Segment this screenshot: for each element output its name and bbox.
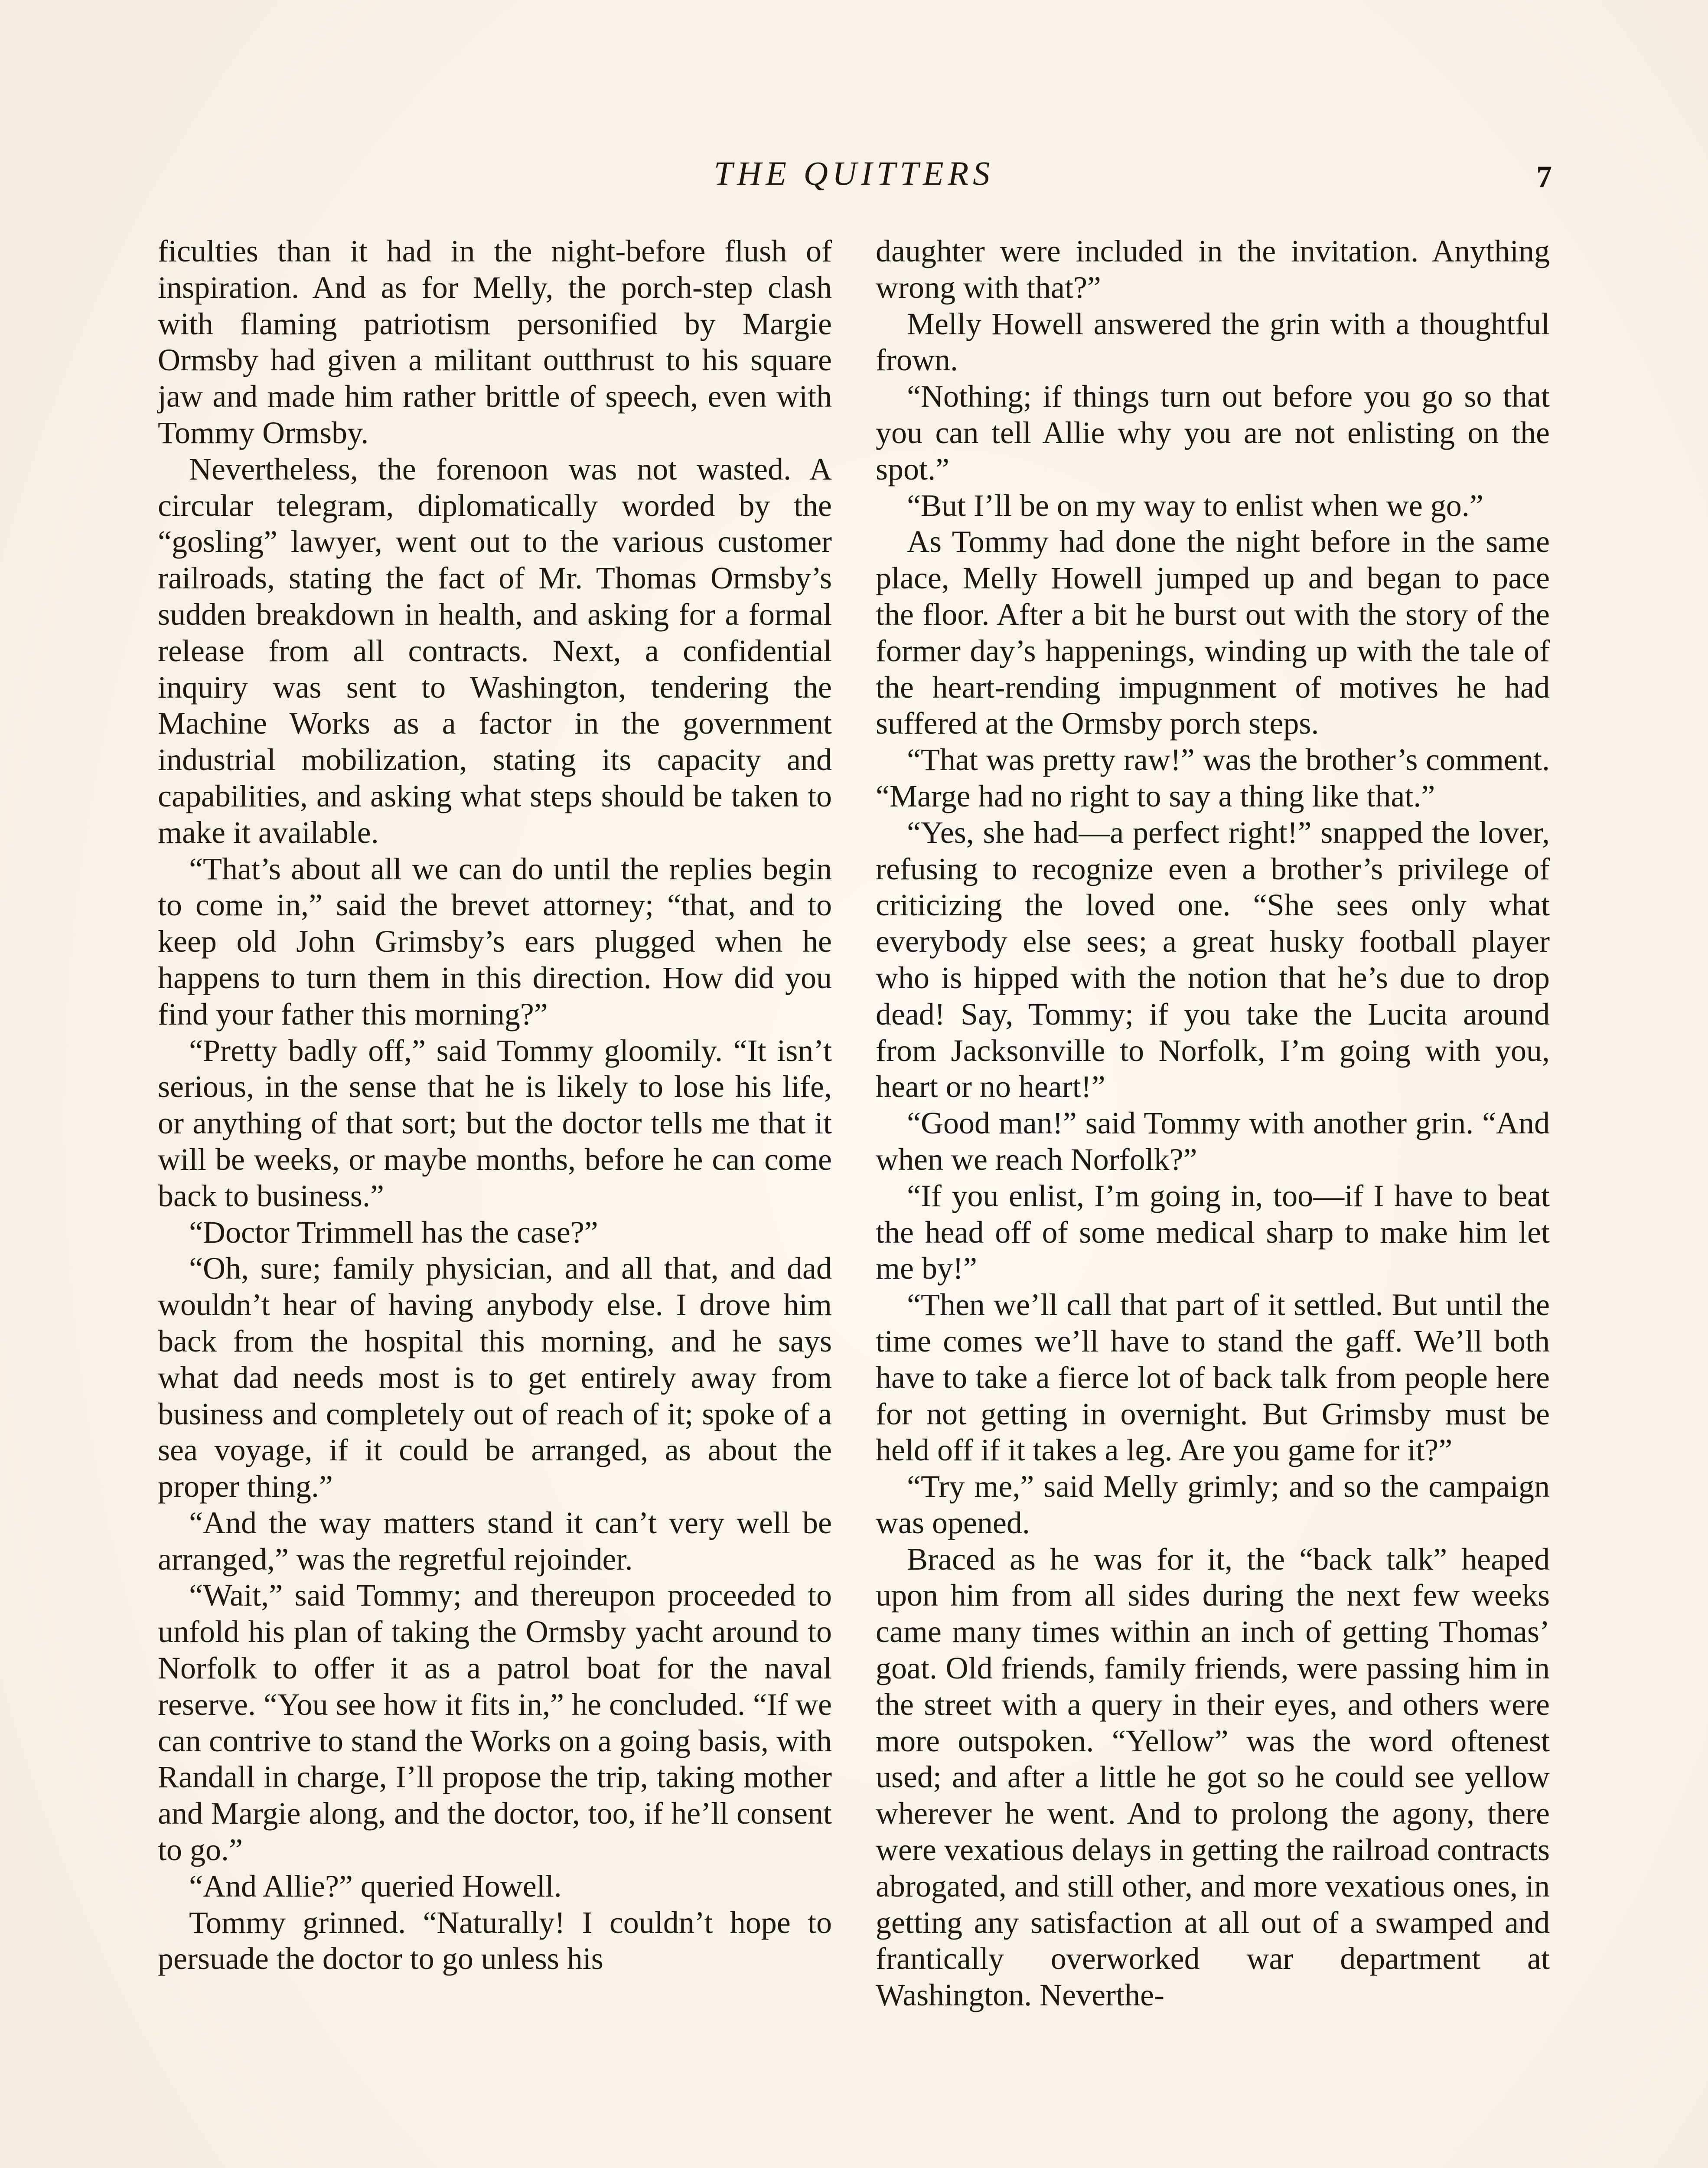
paragraph: “But I’ll be on my way to enlist when we go.” — [907, 488, 1483, 523]
page-title: THE QUITTERS — [714, 154, 994, 192]
paragraph: Braced as he was for it, the “back talk” heaped upon him from all sides during the next few weeks came many times within an inch of getting Thomas’ goat. Old friends, family friends, were passing him in the street with a query in their eyes, and others were more outspoken. “Yellow” was the word oftenest used; and after a little he got so he could see yellow wherever he went. And to prolong the agony, there were vexatious delays in getting the railroad contracts abrogated, and still other, and more vexatious ones, in getting any satisfaction at all out of a swamped and frantically overworked war department at Washington. Neverthe- — [876, 1541, 1550, 2013]
paragraph: “And the way matters stand it can’t very well be arranged,” was the regretful rejoinder. — [158, 1505, 832, 1577]
paragraph: “That’s about all we can do until the replies begin to come in,” said the brevet attorney; “that, and to keep old John Grimsby’s ears plugged when he happens to turn them in this direction. How did you find your father this morning?” — [158, 851, 832, 1032]
paragraph: Nevertheless, the forenoon was not wasted. A circular telegram, diplomatically worded by the “gosling” lawyer, went out to the various customer railroads, stating the fact of Mr. Thomas Ormsby’s sudden breakdown in health, and asking for a formal release from all contracts. Next, a confidential inquiry was sent to Washington, tendering the Machine Works as a factor in the government industrial mobilization, stating its capacity and capabilities, and asking what steps should be taken to make it available. — [158, 451, 832, 850]
paragraph: ficulties than it had in the night-before flush of inspiration. And as for Melly, the porch-step clash with flaming patriotism personified by Margie Ormsby had given a militant outthrust to his square jaw and made him rather brittle of speech, even with Tommy Ormsby. — [158, 234, 832, 450]
paragraph: “That was pretty raw!” was the brother’s comment. “Marge had no right to say a thing like that.” — [876, 742, 1550, 813]
paragraph: “Yes, she had—a perfect right!” snapped the lover, refusing to recognize even a brother’s privilege of criticizing the loved one. “She sees only what everybody else sees; a great husky football player who is hipped with the notion that he’s due to drop dead! Say, Tommy; if you take the Lucita around from Jacksonville to Norfolk, I’m going with you, heart or no heart!” — [876, 815, 1550, 1104]
paragraph: “And Allie?” queried Howell. — [189, 1868, 562, 1904]
paragraph: Melly Howell answered the grin with a thoughtful frown. — [876, 306, 1550, 378]
paragraph: “Oh, sure; family physician, and all that, and dad wouldn’t hear of having anybody else. I drove him back from the hospital this morning, and he says what dad needs most is to get entirely away from business and completely out of reach of it; spoke of a sea voyage, if it could be arranged, as about the proper thing.” — [158, 1251, 832, 1504]
paragraph: “If you enlist, I’m going in, too—if I have to beat the head off of some medical sharp to make him let me by!” — [876, 1178, 1550, 1286]
paragraph: “Then we’ll call that part of it settled. But until the time comes we’ll have to stand the gaff. We’ll both have to take a fierce lot of back talk from people here for not getting in overnight. But Grimsby must be held off if it takes a leg. Are you game for it?” — [876, 1287, 1550, 1468]
paragraph: “Wait,” said Tommy; and thereupon proceeded to unfold his plan of taking the Ormsby yacht around to Norfolk to offer it as a patrol boat for the naval reserve. “You see how it fits in,” he concluded. “If we can contrive to stand the Works on a going basis, with Randall in charge, I’ll propose the trip, taking mother and Margie along, and the doctor, too, if he’ll consent to go.” — [158, 1578, 832, 1868]
paragraph: As Tommy had done the night before in the same place, Melly Howell jumped up and began to pace the floor. After a bit he burst out with the story of the former day’s happenings, winding up with the tale of the heart-rending impugnment of motives he had suffered at the Ormsby porch steps. — [876, 524, 1550, 741]
paragraph: Tommy grinned. “Naturally! I couldn’t hope to persuade the doctor to go unless his — [158, 1905, 832, 1976]
right-column — [876, 233, 1550, 2014]
paragraph: “Doctor Trimmell has the case?” — [189, 1215, 598, 1250]
running-head — [0, 150, 1708, 197]
paragraph: “Pretty badly off,” said Tommy gloomily. “It isn’t serious, in the sense that he is likely to lose his life, or anything of that sort; but the doctor tells me that it will be weeks, or maybe months, before he can come back to business.” — [158, 1033, 832, 1213]
paragraph: “Nothing; if things turn out before you go so that you can tell Allie why you are not enlisting on the spot.” — [876, 379, 1550, 486]
page-number: 7 — [1536, 160, 1552, 194]
paragraph: “Good man!” said Tommy with another grin. “And when we reach Norfolk?” — [876, 1106, 1550, 1177]
left-column — [158, 233, 832, 1977]
paragraph: daughter were included in the invitation. Anything wrong with that?” — [876, 234, 1550, 305]
paragraph: “Try me,” said Melly grimly; and so the campaign was opened. — [876, 1469, 1550, 1540]
